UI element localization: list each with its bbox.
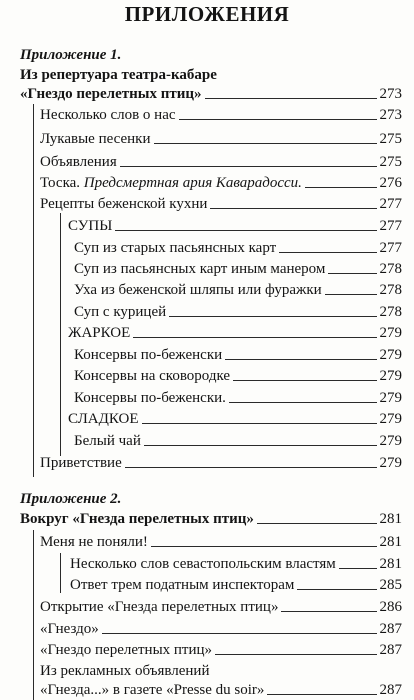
toc-subentry: Консервы по-беженски. 279: [74, 390, 402, 406]
toc-subentry: Консервы на сковородке 279: [74, 368, 402, 384]
toc-entry: Несколько слов о нас 273: [40, 107, 402, 123]
toc-subentry: Консервы по-беженски 279: [74, 347, 402, 363]
page-number: 273: [379, 86, 402, 102]
toc-subentry: Ответ трем податным инспекторам 285: [70, 577, 402, 593]
toc-entry: Тоска. Предсмертная ария Каварадосси. 276: [40, 175, 402, 191]
appendix-1-title: Из репертуара театра-кабаре: [20, 67, 217, 83]
toc-subentry: СЛАДКОЕ 279: [68, 411, 402, 427]
toc-subentry: Несколько слов севастопольским властям 281: [70, 556, 402, 572]
toc-entry: «Гнезда...» в газете «Presse du soir» 287: [40, 682, 402, 698]
appendix-2-label: Приложение 2.: [20, 491, 122, 507]
appendix-1-label: Приложение 1.: [20, 47, 122, 63]
toc-subentry: ЖАРКОЕ 279: [68, 325, 402, 341]
indent-bar: [33, 530, 34, 700]
toc-entry: Объявления 275: [40, 154, 402, 170]
leader-line: [257, 523, 377, 524]
toc-subentry: Суп из старых пасьянсных карт 277: [74, 240, 402, 256]
toc-entry: Рецепты беженской кухни 277: [40, 196, 402, 212]
toc-entry: «Гнездо перелетных птиц» 287: [40, 642, 402, 658]
toc-subentry: СУПЫ 277: [68, 218, 402, 234]
indent-bar: [33, 104, 34, 477]
page-number: 281: [379, 511, 402, 527]
leader-line: [205, 98, 377, 99]
toc-entry: Меня не поняли! 281: [40, 534, 402, 550]
toc-subentry: Суп с курицей 278: [74, 304, 402, 320]
indent-bar: [60, 213, 61, 456]
toc-entry: Из рекламных объявлений: [40, 663, 210, 679]
toc-subentry: Белый чай 279: [74, 433, 402, 449]
page-title: ПРИЛОЖЕНИЯ: [124, 2, 290, 26]
toc-entry: Приветствие 279: [40, 455, 402, 471]
appendix-2-title-entry: Вокруг «Гнезда перелетных птиц» 281: [20, 511, 402, 527]
toc-entry: Лукавые песенки 275: [40, 131, 402, 147]
toc-entry: «Гнездо» 287: [40, 621, 402, 637]
toc-subentry: Уха из беженской шляпы или фуражки 278: [74, 282, 402, 298]
appendix-1-title-entry: «Гнездо перелетных птиц» 273: [20, 86, 402, 102]
toc-entry: Открытие «Гнезда перелетных птиц» 286: [40, 599, 402, 615]
toc-subentry: Суп из пасьянсных карт иным манером 278: [74, 261, 402, 277]
indent-bar: [60, 553, 61, 593]
